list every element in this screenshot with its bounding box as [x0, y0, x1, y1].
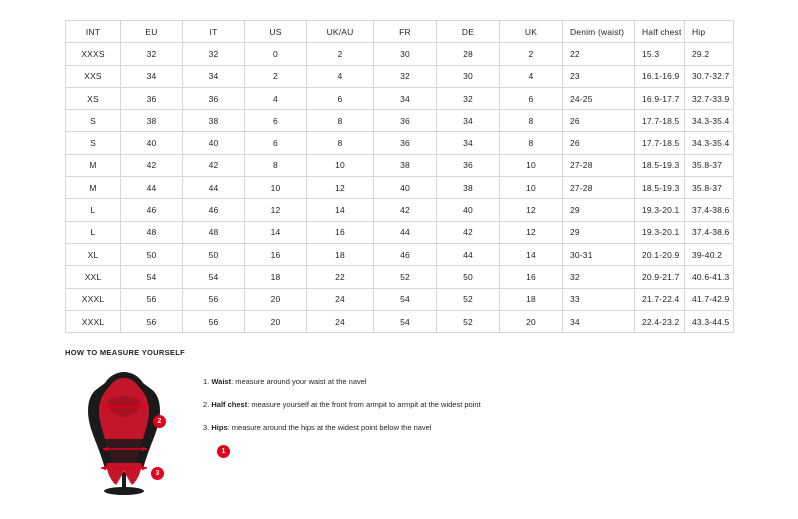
table-row [66, 132, 734, 154]
cell-fr: 42 [374, 199, 437, 221]
size-table-head [66, 21, 734, 43]
cell-us: 20 [245, 288, 307, 310]
how-to-measure-section [65, 348, 665, 497]
col-header-it: IT [183, 21, 245, 43]
cell-int: XS [66, 87, 121, 109]
cell-uk: 10 [500, 154, 563, 176]
cell-hip: 39-40.2 [685, 243, 734, 265]
cell-eu: 46 [121, 199, 183, 221]
table-row [66, 110, 734, 132]
cell-uk-au: 24 [307, 288, 374, 310]
cell-eu: 34 [121, 65, 183, 87]
cell-eu: 40 [121, 132, 183, 154]
cell-denim-waist: 27-28 [563, 154, 635, 176]
cell-hip: 35.8-37 [685, 177, 734, 199]
cell-de: 42 [437, 221, 500, 243]
how-to-measure-body [65, 367, 665, 497]
cell-fr: 40 [374, 177, 437, 199]
mannequin-figure [65, 367, 183, 497]
measure-bullet-1: 1 [217, 445, 230, 458]
measure-bullet-3: 3 [151, 467, 164, 480]
cell-fr: 44 [374, 221, 437, 243]
cell-int: L [66, 199, 121, 221]
cell-uk-au: 2 [307, 43, 374, 65]
cell-fr: 32 [374, 65, 437, 87]
cell-uk: 8 [500, 110, 563, 132]
cell-int: XXXL [66, 288, 121, 310]
cell-uk-au: 16 [307, 221, 374, 243]
cell-eu: 36 [121, 87, 183, 109]
cell-de: 34 [437, 132, 500, 154]
cell-fr: 54 [374, 288, 437, 310]
cell-denim-waist: 27-28 [563, 177, 635, 199]
cell-denim-waist: 22 [563, 43, 635, 65]
size-table [65, 20, 734, 333]
cell-hip: 32.7-33.9 [685, 87, 734, 109]
cell-us: 10 [245, 177, 307, 199]
cell-half-chest: 19.3-20.1 [635, 199, 685, 221]
cell-denim-waist: 26 [563, 110, 635, 132]
cell-eu: 54 [121, 266, 183, 288]
cell-us: 8 [245, 154, 307, 176]
col-header-fr: FR [374, 21, 437, 43]
cell-half-chest: 16.1-16.9 [635, 65, 685, 87]
cell-it: 48 [183, 221, 245, 243]
cell-de: 52 [437, 288, 500, 310]
cell-us: 20 [245, 310, 307, 332]
cell-it: 42 [183, 154, 245, 176]
cell-de: 36 [437, 154, 500, 176]
cell-uk: 14 [500, 243, 563, 265]
col-header-uk-au: UK/AU [307, 21, 374, 43]
cell-half-chest: 15.3 [635, 43, 685, 65]
cell-hip: 29.2 [685, 43, 734, 65]
cell-fr: 38 [374, 154, 437, 176]
cell-int: XL [66, 243, 121, 265]
cell-denim-waist: 30-31 [563, 243, 635, 265]
cell-half-chest: 22.4-23.2 [635, 310, 685, 332]
note-text-hips: : measure around the hips at the widest point below the navel [227, 423, 432, 432]
cell-fr: 52 [374, 266, 437, 288]
cell-uk-au: 10 [307, 154, 374, 176]
cell-uk: 20 [500, 310, 563, 332]
mannequin-illustration-icon [65, 367, 183, 497]
cell-it: 54 [183, 266, 245, 288]
cell-uk-au: 12 [307, 177, 374, 199]
table-row [66, 310, 734, 332]
cell-fr: 46 [374, 243, 437, 265]
col-header-eu: EU [121, 21, 183, 43]
cell-de: 32 [437, 87, 500, 109]
cell-denim-waist: 33 [563, 288, 635, 310]
cell-us: 12 [245, 199, 307, 221]
cell-eu: 56 [121, 288, 183, 310]
cell-eu: 32 [121, 43, 183, 65]
cell-denim-waist: 32 [563, 266, 635, 288]
table-row [66, 221, 734, 243]
cell-uk: 2 [500, 43, 563, 65]
cell-uk-au: 22 [307, 266, 374, 288]
cell-half-chest: 18.5-19.3 [635, 154, 685, 176]
note-index-3: 3. [203, 423, 210, 432]
cell-eu: 50 [121, 243, 183, 265]
cell-hip: 30.7-32.7 [685, 65, 734, 87]
cell-it: 32 [183, 43, 245, 65]
cell-half-chest: 17.7-18.5 [635, 110, 685, 132]
cell-uk: 6 [500, 87, 563, 109]
measure-note-hips [203, 423, 481, 432]
cell-uk: 18 [500, 288, 563, 310]
cell-us: 6 [245, 132, 307, 154]
cell-half-chest: 18.5-19.3 [635, 177, 685, 199]
cell-eu: 38 [121, 110, 183, 132]
cell-fr: 54 [374, 310, 437, 332]
cell-half-chest: 20.9-21.7 [635, 266, 685, 288]
note-index-1: 1. [203, 377, 210, 386]
cell-int: M [66, 177, 121, 199]
cell-uk: 12 [500, 221, 563, 243]
measure-note-waist [203, 377, 481, 386]
cell-it: 56 [183, 288, 245, 310]
table-row [66, 199, 734, 221]
cell-us: 0 [245, 43, 307, 65]
cell-uk: 4 [500, 65, 563, 87]
cell-us: 14 [245, 221, 307, 243]
cell-denim-waist: 29 [563, 221, 635, 243]
cell-us: 18 [245, 266, 307, 288]
cell-it: 56 [183, 310, 245, 332]
col-header-half-chest: Half chest [635, 21, 685, 43]
cell-us: 4 [245, 87, 307, 109]
cell-hip: 37.4-38.6 [685, 221, 734, 243]
cell-it: 36 [183, 87, 245, 109]
cell-hip: 34.3-35.4 [685, 110, 734, 132]
cell-de: 38 [437, 177, 500, 199]
cell-int: XXXS [66, 43, 121, 65]
cell-int: M [66, 154, 121, 176]
note-index-2: 2. [203, 400, 210, 409]
cell-int: XXS [66, 65, 121, 87]
cell-hip: 37.4-38.6 [685, 199, 734, 221]
cell-uk: 8 [500, 132, 563, 154]
cell-denim-waist: 26 [563, 132, 635, 154]
cell-it: 44 [183, 177, 245, 199]
cell-it: 50 [183, 243, 245, 265]
cell-eu: 44 [121, 177, 183, 199]
cell-half-chest: 19.3-20.1 [635, 221, 685, 243]
cell-int: XXXL [66, 310, 121, 332]
cell-half-chest: 21.7-22.4 [635, 288, 685, 310]
measure-notes [203, 367, 481, 446]
cell-hip: 43.3-44.5 [685, 310, 734, 332]
cell-eu: 56 [121, 310, 183, 332]
cell-uk: 16 [500, 266, 563, 288]
cell-de: 34 [437, 110, 500, 132]
table-row [66, 177, 734, 199]
col-header-hip: Hip [685, 21, 734, 43]
col-header-us: US [245, 21, 307, 43]
cell-uk-au: 18 [307, 243, 374, 265]
col-header-uk: UK [500, 21, 563, 43]
cell-half-chest: 17.7-18.5 [635, 132, 685, 154]
cell-eu: 48 [121, 221, 183, 243]
cell-denim-waist: 23 [563, 65, 635, 87]
note-term-waist: Waist [211, 377, 232, 386]
table-row [66, 43, 734, 65]
cell-uk-au: 8 [307, 132, 374, 154]
cell-hip: 35.8-37 [685, 154, 734, 176]
cell-it: 40 [183, 132, 245, 154]
cell-denim-waist: 24-25 [563, 87, 635, 109]
col-header-de: DE [437, 21, 500, 43]
cell-de: 44 [437, 243, 500, 265]
cell-us: 6 [245, 110, 307, 132]
cell-uk-au: 14 [307, 199, 374, 221]
note-text-waist: : measure around your waist at the navel [231, 377, 367, 386]
cell-uk-au: 8 [307, 110, 374, 132]
cell-uk: 10 [500, 177, 563, 199]
cell-hip: 41.7-42.9 [685, 288, 734, 310]
cell-int: L [66, 221, 121, 243]
size-table-body [66, 43, 734, 333]
cell-int: S [66, 132, 121, 154]
cell-it: 34 [183, 65, 245, 87]
cell-fr: 36 [374, 132, 437, 154]
cell-us: 16 [245, 243, 307, 265]
cell-it: 46 [183, 199, 245, 221]
table-row [66, 154, 734, 176]
cell-de: 52 [437, 310, 500, 332]
cell-uk-au: 24 [307, 310, 374, 332]
cell-hip: 40.6-41.3 [685, 266, 734, 288]
cell-de: 50 [437, 266, 500, 288]
col-header-int: INT [66, 21, 121, 43]
cell-half-chest: 16.9-17.7 [635, 87, 685, 109]
cell-half-chest: 20.1-20.9 [635, 243, 685, 265]
measure-bullet-2: 2 [153, 415, 166, 428]
cell-de: 40 [437, 199, 500, 221]
table-header-row [66, 21, 734, 43]
note-text-half-chest: : measure yourself at the front from armpit to armpit at the widest point [247, 400, 481, 409]
note-term-half-chest: Half chest [211, 400, 248, 409]
cell-us: 2 [245, 65, 307, 87]
cell-fr: 30 [374, 43, 437, 65]
size-table-container [65, 20, 733, 333]
cell-it: 38 [183, 110, 245, 132]
cell-denim-waist: 34 [563, 310, 635, 332]
col-header-denim-waist: Denim (waist) [563, 21, 635, 43]
measure-note-half-chest [203, 400, 481, 409]
cell-eu: 42 [121, 154, 183, 176]
table-row [66, 288, 734, 310]
cell-int: XXL [66, 266, 121, 288]
cell-uk-au: 4 [307, 65, 374, 87]
cell-int: S [66, 110, 121, 132]
table-row [66, 65, 734, 87]
table-row [66, 243, 734, 265]
cell-de: 28 [437, 43, 500, 65]
cell-fr: 36 [374, 110, 437, 132]
cell-de: 30 [437, 65, 500, 87]
note-term-hips: Hips [211, 423, 228, 432]
table-row [66, 266, 734, 288]
cell-hip: 34.3-35.4 [685, 132, 734, 154]
cell-uk: 12 [500, 199, 563, 221]
cell-uk-au: 6 [307, 87, 374, 109]
how-to-measure-title: HOW TO MEASURE YOURSELF [65, 348, 185, 357]
cell-fr: 34 [374, 87, 437, 109]
cell-denim-waist: 29 [563, 199, 635, 221]
table-row [66, 87, 734, 109]
